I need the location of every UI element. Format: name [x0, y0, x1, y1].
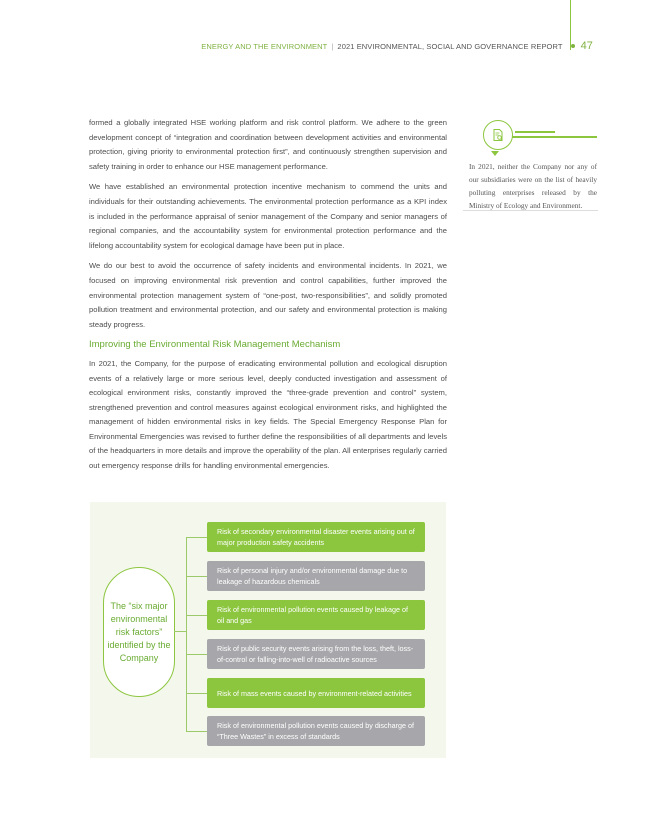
header-separator: |	[331, 41, 334, 51]
connector-spine	[186, 537, 187, 731]
main-text	[89, 116, 447, 480]
header-dot	[571, 44, 575, 48]
header-report-title: 2021 ENVIRONMENTAL, SOCIAL AND GOVERNANCE REPORT	[337, 41, 563, 51]
risk-box: Risk of environmental pollution events caused by discharge of “Three Wastes” in excess of standards	[207, 716, 425, 746]
connector-line	[186, 615, 207, 616]
sidebar-pointer	[491, 151, 499, 156]
connector-line	[186, 693, 207, 694]
risk-factor-diagram	[90, 502, 446, 758]
connector-line	[174, 631, 186, 632]
risk-box: Risk of environmental pollution events caused by leakage of oil and gas	[207, 600, 425, 630]
connector-line	[186, 537, 207, 538]
header-section: ENERGY AND THE ENVIRONMENT	[201, 41, 328, 51]
paragraph-4: In 2021, the Company, for the purpose of eradicating environmental pollution and ecological disruption events of a relatively large or more serious level, deeply conducted investigation and assessment of ecological environment risks, constantly improved the “three-grade prevention and control” system, strengthened prevention and control measures against ecological environment risks, and highlighted the management of hidden environmental risks in key fields. The Special Emergency Response Plan for Environmental Emergencies was revised to further define the responsibilities of all departments and levels of the headquarters in more details and improve the operability of the plan. All enterprises regularly carried out emergency response drills for handling environmental emergencies.	[89, 358, 447, 471]
section-heading: Improving the Environmental Risk Management Mechanism	[89, 339, 341, 351]
risk-box: Risk of secondary environmental disaster events arising out of major production safety accidents	[207, 522, 425, 552]
risk-box: Risk of public security events arising from the loss, theft, loss-of-control or falling-into-well of radioactive sources	[207, 639, 425, 669]
connector-line	[186, 654, 207, 655]
paragraph-3: We do our best to avoid the occurrence of safety incidents and environmental incidents. In 2021, we focused on improving environmental risk prevention and control capabilities, further improved the environmental protection management system of “one-post, two-responsibilities”, and solidly promoted pollution treatment and environmental protection, and our safety and environmental protection is making steady progress.	[89, 261, 447, 329]
sidebar-divider	[463, 210, 598, 211]
sidebar-text: In 2021, neither the Company nor any of our subsidiaries were on the list of heavily polluting enterprises released by the Ministry of Ecology and Environment.	[469, 162, 597, 210]
paragraph-2: We have established an environmental protection incentive mechanism to commend the units and individuals for their outstanding achievements. The environmental protection performance as a KPI index is included in the performance appraisal of senior management of the Company and senior managers of regional companies, and the accountability system for environmental protection performance and the lifelong accountability system for ecological damage have been put in place.	[89, 182, 447, 250]
sidebar-bar	[515, 131, 555, 133]
center-label: The “six major environmental risk factors” identified by the Company	[103, 567, 175, 697]
connector-line	[186, 576, 207, 577]
connector-line	[186, 731, 207, 732]
document-search-icon	[483, 120, 513, 150]
running-header	[201, 40, 593, 52]
risk-box: Risk of personal injury and/or environmental damage due to leakage of hazardous chemicals	[207, 561, 425, 591]
paragraph-1: formed a globally integrated HSE working platform and risk control platform. We adhere to the green development concept of “integration and coordination between development activities and environmental protection, giving priority to environmental protection first”, and continuously strengthen supervision and safety training in order to enhance our HSE management performance.	[89, 118, 447, 171]
page-number: 47	[580, 40, 593, 52]
risk-box: Risk of mass events caused by environment-related activities	[207, 678, 425, 708]
